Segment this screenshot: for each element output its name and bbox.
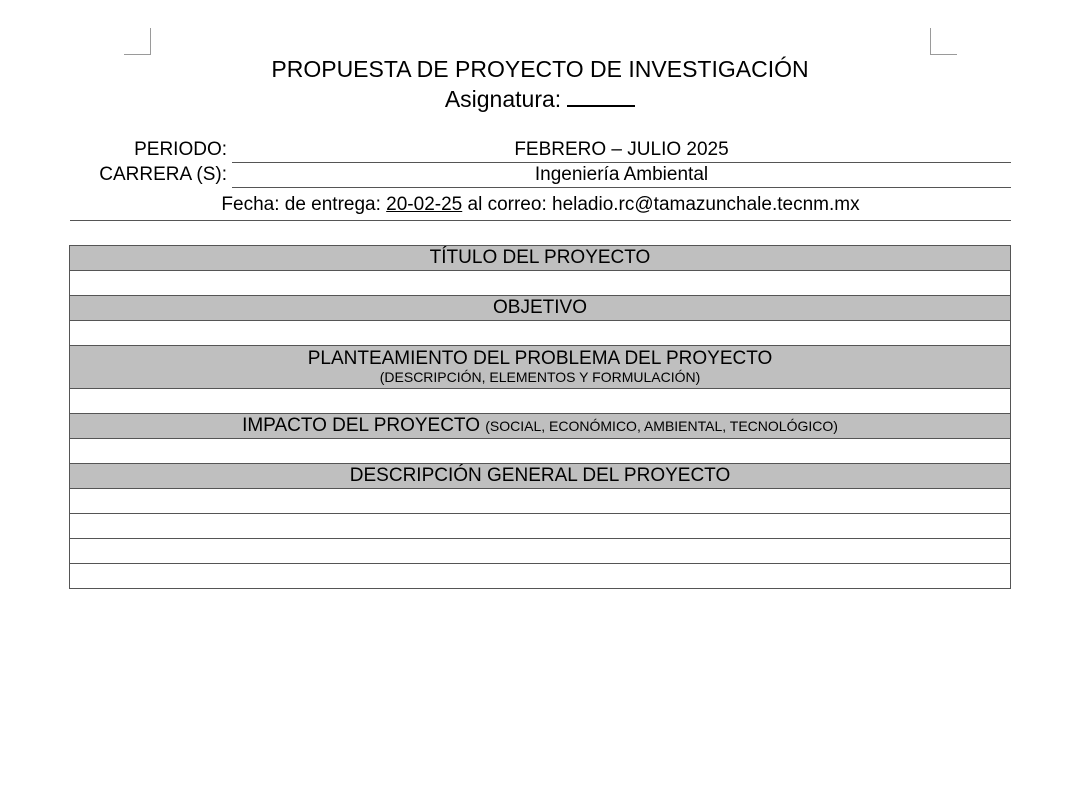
document-title: PROPUESTA DE PROYECTO DE INVESTIGACIÓN (271, 56, 809, 82)
objetivo-field[interactable] (70, 321, 1011, 346)
section-header-impacto (70, 414, 1011, 439)
fecha-prefix: Fecha: de entrega: (221, 194, 381, 215)
subject-label: Asignatura: (444, 86, 562, 112)
periodo-label: PERIODO: (134, 139, 227, 160)
subject-blank-field[interactable] (567, 85, 635, 107)
section-header-titulo: TÍTULO DEL PROYECTO (70, 246, 1011, 271)
descripcion-field-line-3[interactable] (70, 539, 1011, 564)
fecha-entrega-row (70, 193, 1011, 221)
fecha-email: heladio.rc@tamazunchale.tecnm.mx (552, 194, 860, 215)
impacto-field[interactable] (70, 439, 1011, 464)
section-header-descripcion: DESCRIPCIÓN GENERAL DEL PROYECTO (70, 464, 1011, 489)
subject-line (0, 85, 1080, 113)
planteamiento-field[interactable] (70, 389, 1011, 414)
impacto-title: IMPACTO DEL PROYECTO (242, 415, 480, 436)
descripcion-field-line-4[interactable] (70, 564, 1011, 589)
carrera-value[interactable]: Ingeniería Ambiental (232, 164, 1011, 188)
carrera-label: CARRERA (S): (99, 164, 227, 185)
descripcion-field-line-2[interactable] (70, 514, 1011, 539)
impacto-subtitle: (SOCIAL, ECONÓMICO, AMBIENTAL, TECNOLÓGICO) (485, 418, 838, 434)
crop-mark-top-right (930, 28, 957, 55)
fecha-date: 20-02-25 (386, 194, 463, 215)
planteamiento-title: PLANTEAMIENTO DEL PROBLEMA DEL PROYECTO (307, 347, 773, 369)
fecha-mid: al correo: (467, 194, 547, 215)
titulo-field[interactable] (70, 271, 1011, 296)
section-header-planteamiento (70, 346, 1011, 389)
section-header-objetivo: OBJETIVO (70, 296, 1011, 321)
descripcion-field-line-1[interactable] (70, 489, 1011, 514)
crop-mark-top-left (124, 28, 151, 55)
periodo-value[interactable]: FEBRERO – JULIO 2025 (232, 139, 1011, 163)
project-form-table (69, 245, 1011, 589)
planteamiento-subtitle: (DESCRIPCIÓN, ELEMENTOS Y FORMULACIÓN) (379, 368, 701, 385)
